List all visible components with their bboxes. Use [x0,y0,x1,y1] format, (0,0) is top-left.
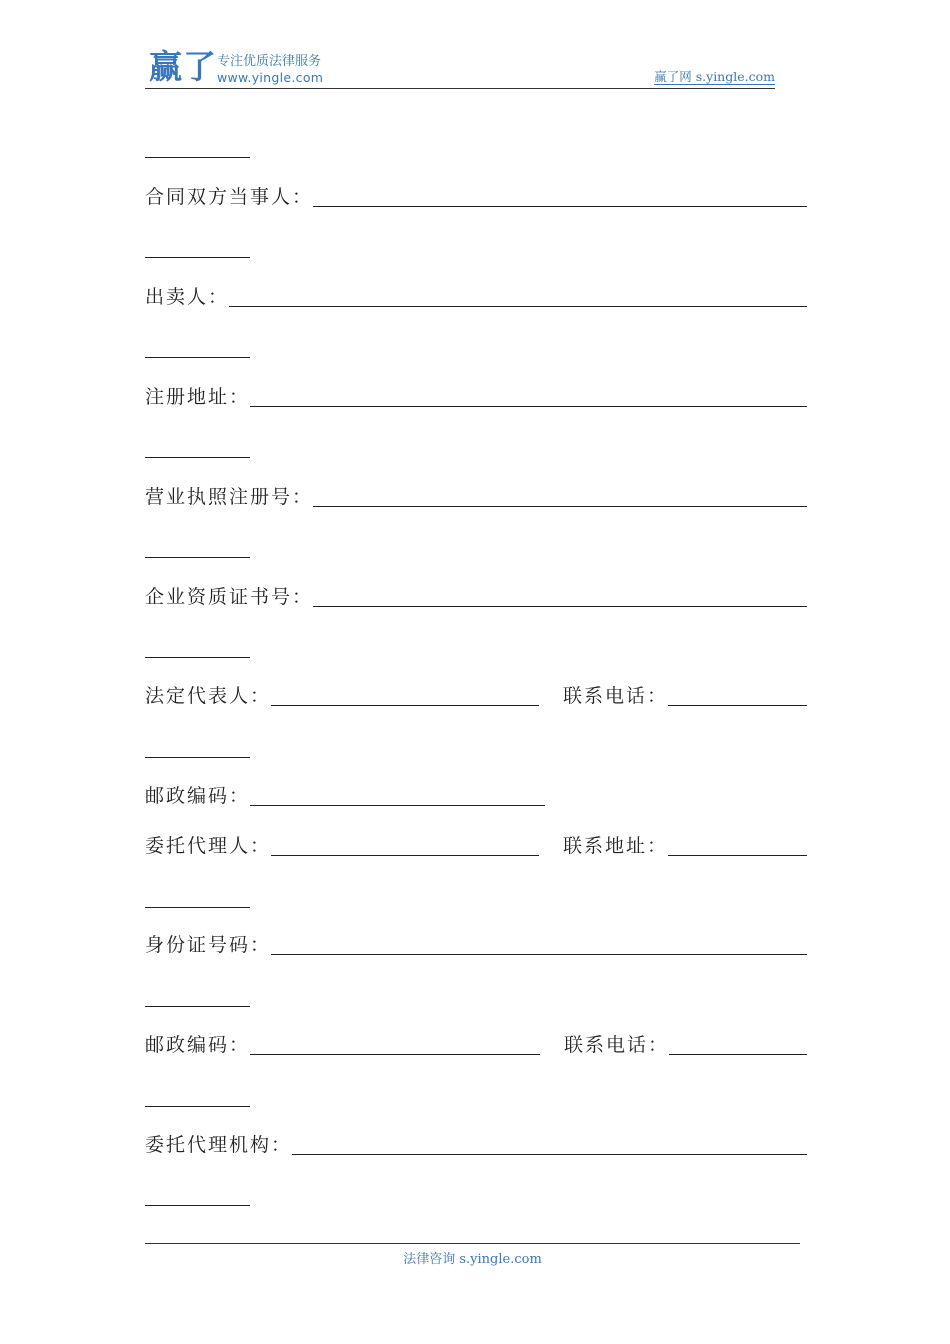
fill-blank[interactable] [250,804,545,806]
fill-blank[interactable] [668,854,807,856]
blank-line[interactable] [145,907,250,908]
field-seller [145,288,807,308]
fill-blank[interactable] [271,854,539,856]
field-address [145,388,807,408]
field-label: 法定代表人： [145,685,272,707]
field-postcode2 [145,1036,807,1056]
field-agent [145,837,807,857]
field-label: 委托代理人： [145,835,272,857]
fill-blank[interactable] [668,704,807,706]
blank-line[interactable] [145,757,250,758]
fill-blank[interactable] [229,305,807,307]
field-label: 邮政编码： [145,1034,251,1056]
fill-blank[interactable] [271,704,539,706]
logo-url[interactable]: www.yingle.com [217,70,324,85]
field-license [145,488,807,508]
field-label: 合同双方当事人： [145,186,314,208]
blank-line[interactable] [145,557,250,558]
field-label: 企业资质证书号： [145,586,314,608]
site-logo[interactable]: 赢了 [149,47,217,86]
fill-blank[interactable] [313,605,807,607]
field-label: 营业执照注册号： [145,486,314,508]
footer-divider [145,1243,800,1244]
blank-line[interactable] [145,1006,250,1007]
field-postcode1 [145,787,545,807]
field-parties [145,188,807,208]
field-agency [145,1136,807,1156]
fill-blank[interactable] [669,1053,807,1055]
field-label: 注册地址： [145,386,251,408]
fill-blank[interactable] [250,1053,540,1055]
field-label: 联系地址： [563,835,669,857]
fill-blank[interactable] [313,505,807,507]
footer-link[interactable]: 法律咨询 s.yingle.com [403,1252,542,1267]
field-label: 邮政编码： [145,785,251,807]
blank-line[interactable] [145,457,250,458]
fill-blank[interactable] [250,405,807,407]
fill-blank[interactable] [292,1153,807,1155]
field-label: 联系电话： [564,1034,670,1056]
blank-line[interactable] [145,357,250,358]
field-label: 联系电话： [563,685,669,707]
blank-line[interactable] [145,1106,250,1107]
logo-slogan: 专注优质法律服务 [217,54,322,69]
field-id-number [145,936,807,956]
blank-line[interactable] [145,657,250,658]
header-site-link[interactable]: 赢了网 s.yingle.com [654,69,775,84]
field-legal-rep [145,687,807,707]
blank-line[interactable] [145,1205,250,1206]
field-label: 身份证号码： [145,934,272,956]
blank-line[interactable] [145,157,250,158]
field-label: 委托代理机构： [145,1134,293,1156]
field-qualification [145,588,807,608]
fill-blank[interactable] [313,205,807,207]
fill-blank[interactable] [271,953,807,955]
blank-line[interactable] [145,257,250,258]
field-label: 出卖人： [145,286,230,308]
